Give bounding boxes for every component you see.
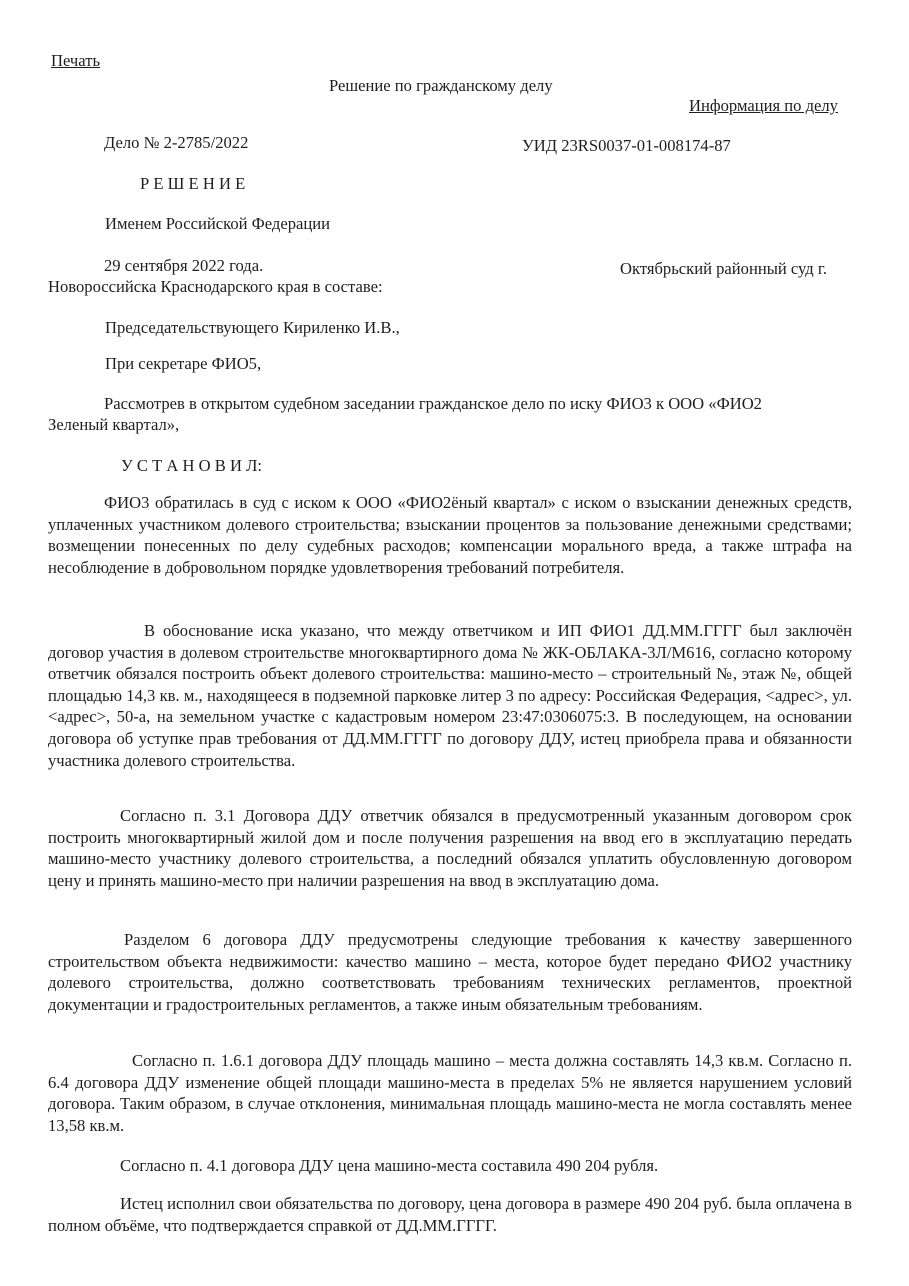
in-name-of-line: Именем Российской Федерации [105,214,331,233]
paragraph-grounds: В обоснование иска указано, что между ответчиком и ИП ФИО1 ДД.ММ.ГГГГ был заключён договор участия в долевом строительстве многоквартирного дома № ЖК-ОБЛАКА-3Л/М616, согласно которому ответчик обязался построить объект долевого строительства: машино-место – строительный №, этаж №, общей площадью 14,3 кв. м., находящееся в подземной парковке литер 3 по адресу: Российская Федерация, <адрес>, ул. <адрес>, 50-а, на земельном участке с кадастровым номером 23:47:0306075:3. В последующем, на основании договора об уступке прав требования от ДД.ММ.ГГГГ по договору ДДУ, истец приобрела права и обязанности участника долевого строительства. [48,621,852,770]
considered-line1: Рассмотрев в открытом судебном заседании гражданское дело по иску ФИО3 к ООО «ФИО2 [104,394,762,413]
paragraph-payment: Истец исполнил свои обязательства по договору, цена договора в размере 490 204 руб. была оплачена в полном объёме, что подтверждается справкой от ДД.ММ.ГГГГ. [48,1194,852,1235]
case-uid: УИД 23RS0037-01-008174-87 [522,136,731,155]
court-name-line1: Октябрьский районный суд г. [620,259,827,278]
case-number: Дело № 2-2785/2022 [104,133,249,152]
court-name-line2: Новороссийска Краснодарского края в составе: [48,277,383,296]
paragraph-section-6: Разделом 6 договора ДДУ предусмотрены следующие требования к качеству завершенного строительством объекта недвижимости: качество машино – места, которое будет передано ФИО2 участнику долевого строительства, должно соответствовать требованиям технических регламентов, проектной документации и градостроительных регламентов, а также иным обязательным требованиям. [48,930,852,1014]
paragraph-area: Согласно п. 1.6.1 договора ДДУ площадь машино – места должна составлять 14,3 кв.м. Согласно п. 6.4 договора ДДУ изменение общей площади машино-места в пределах 5% не является нарушением условий договора. Таким образом, в случае отклонения, минимальная площадь машино-места не могла составлять менее 13,58 кв.м. [48,1051,852,1135]
considered-line2: Зеленый квартал», [48,415,180,434]
case-info-link[interactable]: Информация по делу [689,96,838,115]
print-link[interactable]: Печать [51,51,101,70]
document-title: Решение по гражданскому делу [329,76,553,95]
paragraph-price: Согласно п. 4.1 договора ДДУ цена машино-места составила 490 204 рубля. [120,1156,659,1175]
decision-heading: Р Е Ш Е Н И Е [140,174,246,193]
presiding-judge: Председательствующего Кириленко И.В., [105,318,400,337]
court-secretary: При секретаре ФИО5, [105,354,262,373]
established-heading: У С Т А Н О В И Л: [121,456,263,475]
decision-date: 29 сентября 2022 года. [104,256,264,275]
paragraph-claim: ФИО3 обратилась в суд с иском к ООО «ФИО2ёный квартал» с иском о взыскании денежных средств, уплаченных участником долевого строительства; взыскании процентов за пользование денежными средствами; возмещении понесенных по делу судебных расходов; компенсации морального вреда, а также штрафа на несоблюдение в добровольном порядке удовлетворения требований потребителя. [48,493,852,577]
paragraph-contract-3-1: Согласно п. 3.1 Договора ДДУ ответчик обязался в предусмотренный указанным договором срок построить многоквартирный жилой дом и после получения разрешения на ввод его в эксплуатацию передать машино-место участнику долевого строительства, а последний обязался уплатить обусловленную договором цену и принять машино-место при наличии разрешения на ввод в эксплуатацию дома. [48,806,852,890]
